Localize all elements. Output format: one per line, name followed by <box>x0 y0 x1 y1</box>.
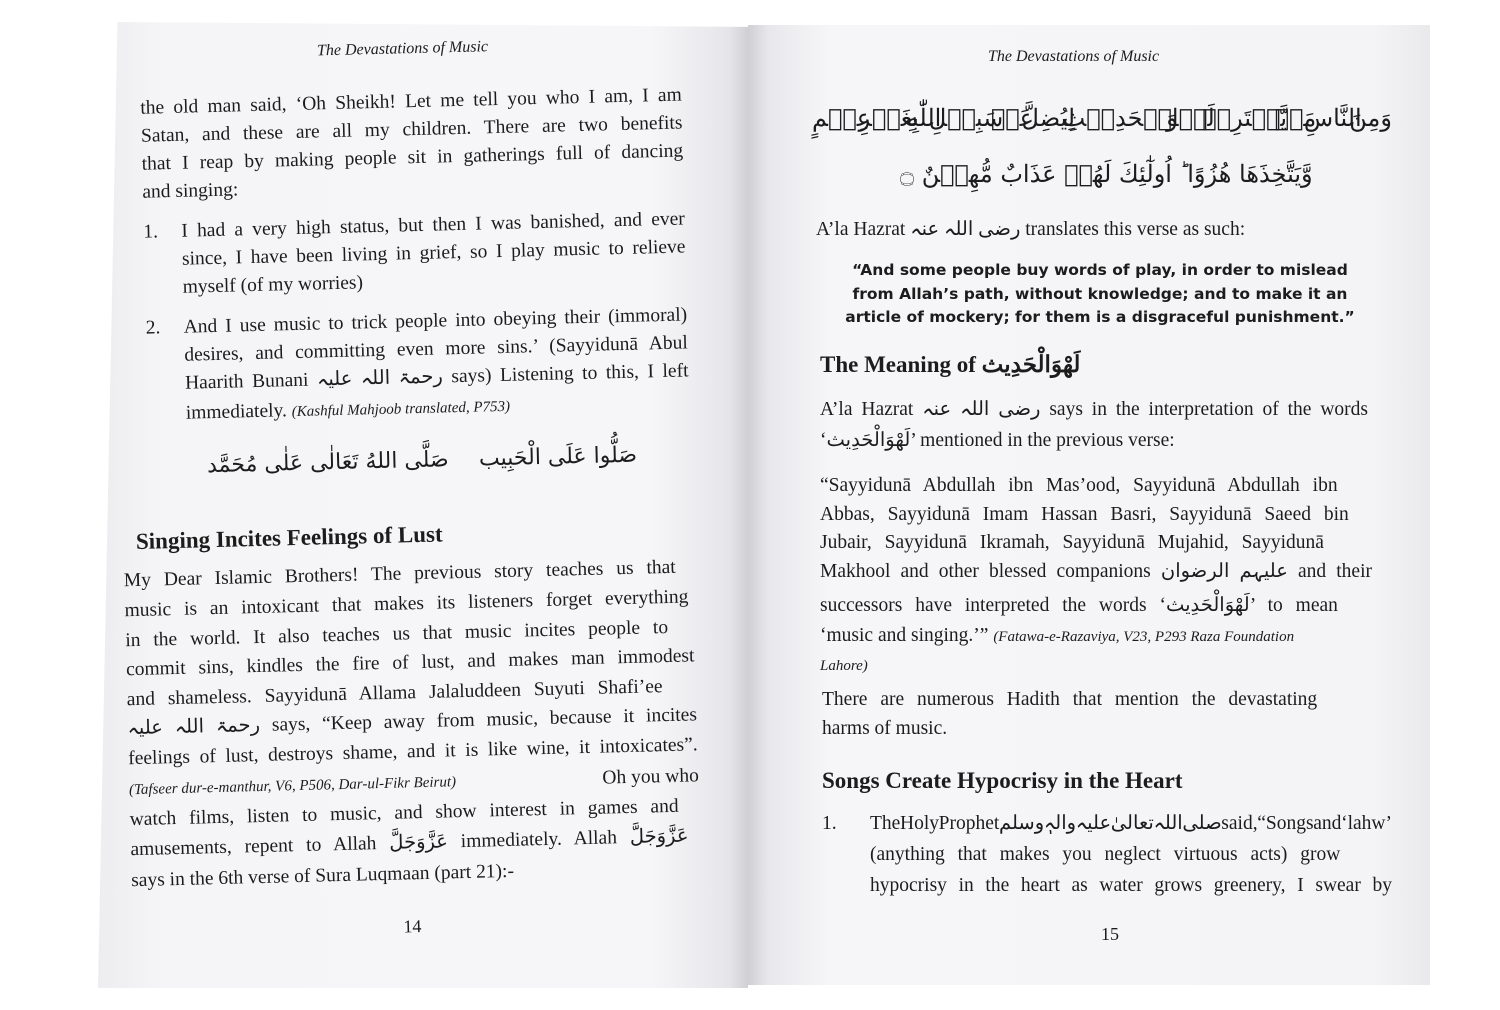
text-line: “Sayyidunā Abdullah ibn Mas’ood, Sayyidunā Abdullah ibn <box>820 475 1338 496</box>
salat-arabic-right: صَلُّوا عَلَى الْحَبِيب <box>478 442 638 472</box>
text-line: music is an intoxicant that makes its listeners forget everything <box>124 586 689 622</box>
text-line: ‘لَهْوَالْحَدِيث’ mentioned in the previous verse: <box>820 430 1175 451</box>
text: immediately. <box>185 400 288 424</box>
list-item-line: I had a very high status, but then I was banished, and ever <box>181 208 686 242</box>
text-line: رحمۃ اللہ علیہ says, “Keep away from music, because it incites <box>127 704 698 740</box>
text-line: feelings of lust, destroys shame, and it is like wine, it intoxicates”. <box>127 734 698 770</box>
text-line: and shameless. Sayyidunā Allama Jalaluddeen Suyuti Shafi’ee <box>126 676 663 711</box>
quote-line: from Allah’s path, without knowledge; and to make it an <box>852 284 1348 303</box>
citation: Lahore) <box>820 658 868 674</box>
text-line: says in the 6th verse of Sura Luqmaan (part 21):- <box>130 860 515 892</box>
text-line: Abbas, Sayyidunā Imam Hassan Basri, Sayyidunā Saeed bin <box>820 504 1349 525</box>
text-line: that I reap by making people sit in gatherings full of dancing <box>141 140 684 175</box>
verse-translation <box>820 259 1380 330</box>
text-line: harms of music. <box>822 718 948 739</box>
text-line: Satan, and these are all my children. There are two benefits <box>140 112 683 147</box>
page-number: 14 <box>403 916 422 937</box>
list-item-line: The Holy Prophet صلی اللہ تعالیٰ علیہ والہٖ وسلم said, “Songs and ‘lahw’ <box>870 813 1392 834</box>
quote-line: article of mockery; for them is a disgraceful punishment.” <box>845 308 1355 326</box>
salat-arabic-left: صَلَّى اللهُ تَعَالٰى عَلٰى مُحَمَّد <box>206 447 449 479</box>
list-item-line: myself (of my worries) <box>182 272 364 298</box>
text-line: Makhool and other blessed companions علیہم الرضوان and their <box>820 561 1373 582</box>
quran-verse-line-2: وَّيَتَّخِذَهَا هُزُوًا ؕ اُولٰٓئِكَ لَهُمۡ عَذَابٌ مُّهِيۡنٌ ۝ <box>900 160 1313 188</box>
text: ‘music and singing.’” <box>820 625 989 646</box>
list-item-line: And I use music to trick people into obeying their (immoral) <box>183 304 688 338</box>
list-number: 1. <box>143 221 159 243</box>
text-line: There are numerous Hadith that mention the devastating <box>822 689 1318 710</box>
text-line: Jubair, Sayyidunā Ikramah, Sayyidunā Mujahid, Sayyidunā <box>820 532 1324 553</box>
quote-line: “And some people buy words of play, in order to mislead <box>852 261 1348 279</box>
list-item-line: Haarith Bunani رحمۃ اللہ علیہ says) Listening to this, I left <box>184 360 689 394</box>
text-line: amusements, repent to Allah عَزَّوَجَلَّ immediately. Allah عَزَّوَجَلَّ <box>130 825 689 861</box>
quran-verse-line-1: وَمِنَ النَّاسِ مَنۡ يَّشۡتَرِىۡ لَهۡوَ الۡحَدِيۡثِ لِيُضِلَّ عَنۡ سَبِيۡلِ اللّٰهِ بِغَيۡرِ عِلۡمٍ <box>812 104 1392 132</box>
list-number: 2. <box>145 317 161 339</box>
text-line: successors have interpreted the words ‘لَهْوَالْحَدِيث’ to mean <box>820 595 1338 616</box>
text-line <box>820 624 1294 649</box>
text-line: A’la Hazrat رضی اللہ عنہ translates this verse as such: <box>816 219 1246 240</box>
text-line: and singing: <box>142 179 239 203</box>
citation: (Tafseer dur-e-manthur, V6, P506, Dar-ul-Fikr Beirut) <box>128 774 457 799</box>
citation: (Kashful Mahjoob translated, P753) <box>291 398 511 421</box>
text-line: A’la Hazrat رضی اللہ عنہ says in the interpretation of the words <box>820 399 1368 420</box>
text-line: the old man said, ‘Oh Sheikh! Let me tell you who I am, I am <box>140 84 682 119</box>
section-heading: Songs Create Hypocrisy in the Heart <box>822 768 1183 793</box>
list-item-line: since, I have been living in grief, so I play music to relieve <box>181 236 686 270</box>
section-heading: The Meaning of لَهْوَالْحَدِيث <box>820 352 1081 377</box>
page-number: 15 <box>1101 924 1119 944</box>
list-item-line: (anything that makes you neglect virtuous acts) grow <box>870 844 1341 865</box>
text-line: My Dear Islamic Brothers! The previous story teaches us that <box>123 556 676 592</box>
text-line: commit sins, kindles the fire of lust, and makes man immodest <box>125 645 695 681</box>
running-header: The Devastations of Music <box>316 38 489 60</box>
list-item-line: hypocrisy in the heart as water grows greenery, I swear by <box>870 875 1392 896</box>
list-item-line: desires, and committing even more sins.’ (Sayyidunā Abul <box>184 332 689 366</box>
running-header: The Devastations of Music <box>988 48 1160 65</box>
section-heading: Singing Incites Feelings of Lust <box>135 521 443 554</box>
text-line: in the world. It also teaches us that music incites people to <box>125 616 669 652</box>
list-item-line <box>186 394 511 427</box>
text: Oh you who <box>602 765 700 789</box>
citation: (Fatawa-e-Razaviya, V23, P293 Raza Foundation <box>993 629 1295 645</box>
text-line: watch films, listen to music, and show interest in games and <box>129 795 679 831</box>
list-number: 1. <box>822 813 837 834</box>
